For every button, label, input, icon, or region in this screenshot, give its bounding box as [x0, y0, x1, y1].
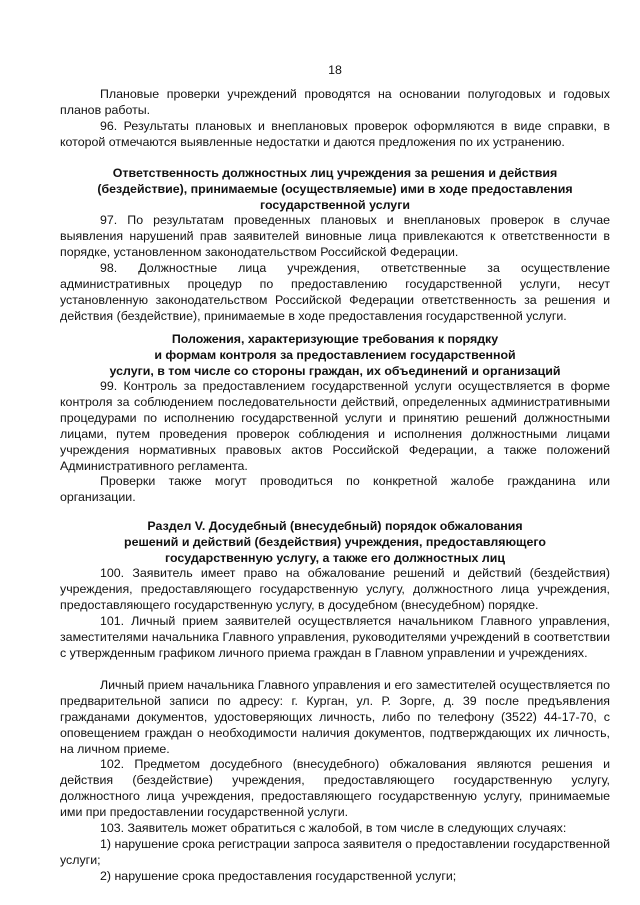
paragraph-text: 103. Заявитель может обратиться с жалобой, в том числе в следующих случаях:: [100, 821, 567, 835]
paragraph-text: 99. Контроль за предоставлением государственной услуги осуществляется в форме контроля за соблюдением последовательности действий, определенных административными процедурами по исполнению государственной услуги и принятию решений должностными лицами, путем проведения проверок соблюдения и исполнения должностными лицами учреждения нормативных правовых актов Российской Федерации, а также положений Административного регламента.: [60, 379, 610, 473]
paragraph-text: 2) нарушение срока предоставления государственной услуги;: [100, 869, 457, 883]
heading: [60, 165, 610, 213]
paragraph-planned-checks: [60, 86, 610, 118]
paragraph-101: [60, 613, 610, 661]
paragraph-text: 101. Личный прием заявителей осуществляется начальником Главного управления, заместителями начальника Главного управления, руководителями учреждений в соответствии с утвержденным графиком личного приема граждан в Главном управлении и учреждениях.: [60, 614, 610, 660]
list-item-103-2: [60, 868, 610, 884]
paragraph-text: 98. Должностные лица учреждения, ответственные за осуществление административных процедур по предоставлению государственной услуги, несут установленную законодательством Российской Федерации ответственность за решения и действия (бездействие), принимаемые в ходе предоставления государственной услуги.: [60, 261, 610, 323]
paragraph-text: 97. По результатам проведенных плановых и внеплановых проверок в случае выявления нарушений прав заявителей виновные лица привлекаются к ответственности в порядке, установленном законодательством Российской Федерации.: [60, 213, 610, 259]
heading-line: (бездействие), принимаемые (осуществляемые) ими в ходе предоставления: [97, 182, 573, 196]
heading-section-5: [60, 518, 610, 566]
heading-line: решений и действий (бездействия) учреждения, предоставляющего: [124, 535, 546, 549]
heading-line: государственную услугу, а также его должностных лиц: [165, 551, 505, 565]
paragraph-103: [60, 820, 610, 836]
paragraph-text: 96. Результаты плановых и внеплановых проверок оформляются в виде справки, в которой отмечаются выявленные недостатки и даются предложения по их устранению.: [60, 119, 610, 149]
heading: [60, 518, 610, 566]
paragraph-text: Плановые проверки учреждений проводятся на основании полугодовых и годовых планов работы.: [60, 87, 610, 117]
list-item-103-1: [60, 836, 610, 868]
paragraph-text: Проверки также могут проводиться по конкретной жалобе гражданина или организации.: [60, 474, 610, 504]
heading-line: Раздел V. Досудебный (внесудебный) порядок обжалования: [147, 519, 523, 533]
paragraph-100: [60, 565, 610, 613]
heading-line: государственной услуги: [260, 198, 410, 212]
paragraph-102: [60, 756, 610, 820]
paragraph-text: 100. Заявитель имеет право на обжалование решений и действий (бездействия) учреждения, предоставляющего государственную услугу, должностного лица учреждения, предоставляющего государственную услугу, в досудебном (внесудебном) порядке.: [60, 566, 610, 612]
paragraph-text: 102. Предметом досудебного (внесудебного) обжалования являются решения и действия (бездействие) учреждения, предоставляющего государственную услугу, должностного лица учреждения, предоставляющего государственную услугу, принимаемые ими при предоставлении государственной услуги.: [60, 757, 610, 819]
heading-line: Положения, характеризующие требования к порядку: [171, 332, 499, 346]
heading-control: [60, 331, 610, 379]
paragraph-99: [60, 378, 610, 474]
paragraph-98: [60, 260, 610, 324]
heading-responsibility: [60, 165, 610, 213]
paragraph-text: Личный прием начальника Главного управления и его заместителей осуществляется по предварительной записи по адресу: г. Курган, ул. Р. Зорге, д. 39 после предъявления гражданами документов, удостоверяющих личность, либо по телефону (3522) 44-17-70, с оповещением граждан о необходимости наличия документов, подтверждающих их личность, на личном приеме.: [60, 678, 610, 756]
paragraph-97: [60, 212, 610, 260]
heading-line: услуги, в том числе со стороны граждан, их объединений и организаций: [109, 364, 561, 378]
page-number: 18: [328, 63, 342, 77]
heading-line: Ответственность должностных лиц учреждения за решения и действия: [112, 166, 558, 180]
paragraph-101-reception: [60, 677, 610, 757]
paragraph-text: 1) нарушение срока регистрации запроса заявителя о предоставлении государственной услуги;: [60, 837, 610, 867]
heading-line: и формам контроля за предоставлением государственной: [154, 348, 516, 362]
paragraph-99-checks: [60, 473, 610, 505]
paragraph-96: [60, 118, 610, 150]
heading: [60, 331, 610, 379]
